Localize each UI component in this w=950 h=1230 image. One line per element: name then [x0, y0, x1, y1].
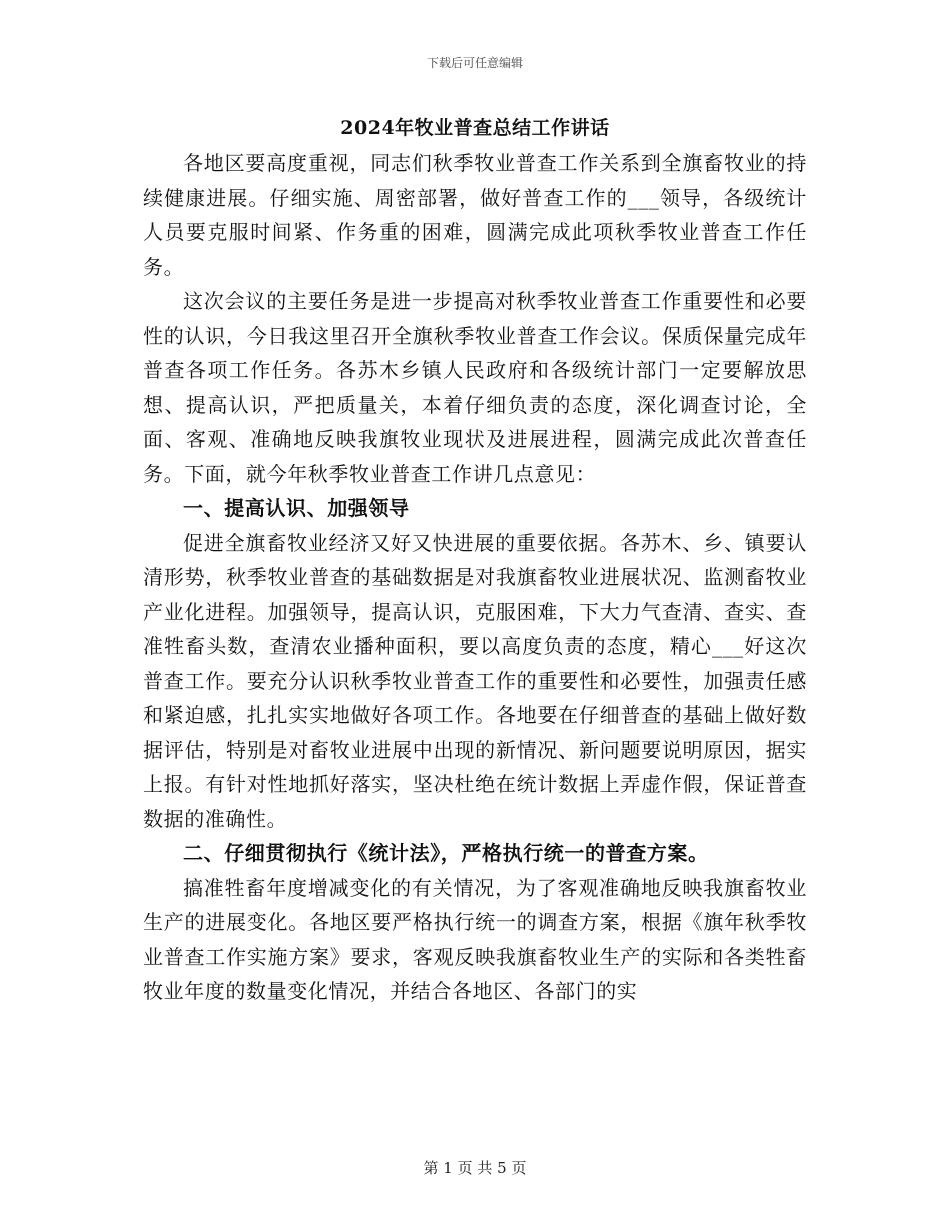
page-number: 第 1 页 共 5 页 [423, 1159, 527, 1177]
section-heading-1: 一、提高认识、加强领导 [183, 496, 410, 520]
header-note: 下载后可任意编辑 [426, 56, 523, 70]
document-body [143, 146, 807, 1009]
paragraph-4: 搞准牲畜年度增减变化的有关情况，为了客观准确地反映我旗畜牧业生产的进展变化。各地区要严格执行统一的调查方案，根据《旗年秋季牧业普查工作实施方案》要求，客观反映我旗畜牧业生产的实际和各类牲畜牧业年度的数量变化情况，并结合各地区、各部门的实 [143, 875, 807, 1003]
section-heading-2: 二、仔细贯彻执行《统计法》，严格执行统一的普查方案。 [183, 841, 709, 865]
paragraph-1: 各地区要高度重视，同志们秋季牧业普查工作关系到全旗畜牧业的持续健康进展。仔细实施、周密部署，做好普查工作的___领导，各级统计人员要克服时间紧、作务重的困难，圆满完成此项秋季牧业普查工作任务。 [143, 151, 807, 279]
document-title: 2024年牧业普查总结工作讲话 [340, 117, 610, 139]
paragraph-3: 促进全旗畜牧业经济又好又快进展的重要依据。各苏木、乡、镇要认清形势，秋季牧业普查的基础数据是对我旗畜牧业进展状况、监测畜牧业产业化进程。加强领导，提高认识，克服困难，下大力气查清、查实、查准牲畜头数，查清农业播种面积，要以高度负责的态度，精心___好这次普查工作。要充分认识秋季牧业普查工作的重要性和必要性，加强责任感和紧迫感，扎扎实实地做好各项工作。各地要在仔细普查的基础上做好数据评估，特别是对畜牧业进展中出现的新情况、新问题要说明原因，据实上报。有针对性地抓好落实，坚决杜绝在统计数据上弄虚作假，保证普查数据的准确性。 [143, 530, 807, 831]
paragraph-2: 这次会议的主要任务是进一步提高对秋季牧业普查工作重要性和必要性的认识，今日我这里召开全旗秋季牧业普查工作会议。保质保量完成年普查各项工作任务。各苏木乡镇人民政府和各级统计部门一定要解放思想、提高认识，严把质量关，本着仔细负责的态度，深化调查讨论，全面、客观、准确地反映我旗牧业现状及进展进程，圆满完成此次普查任务。下面，就今年秋季牧业普查工作讲几点意见： [143, 289, 807, 486]
